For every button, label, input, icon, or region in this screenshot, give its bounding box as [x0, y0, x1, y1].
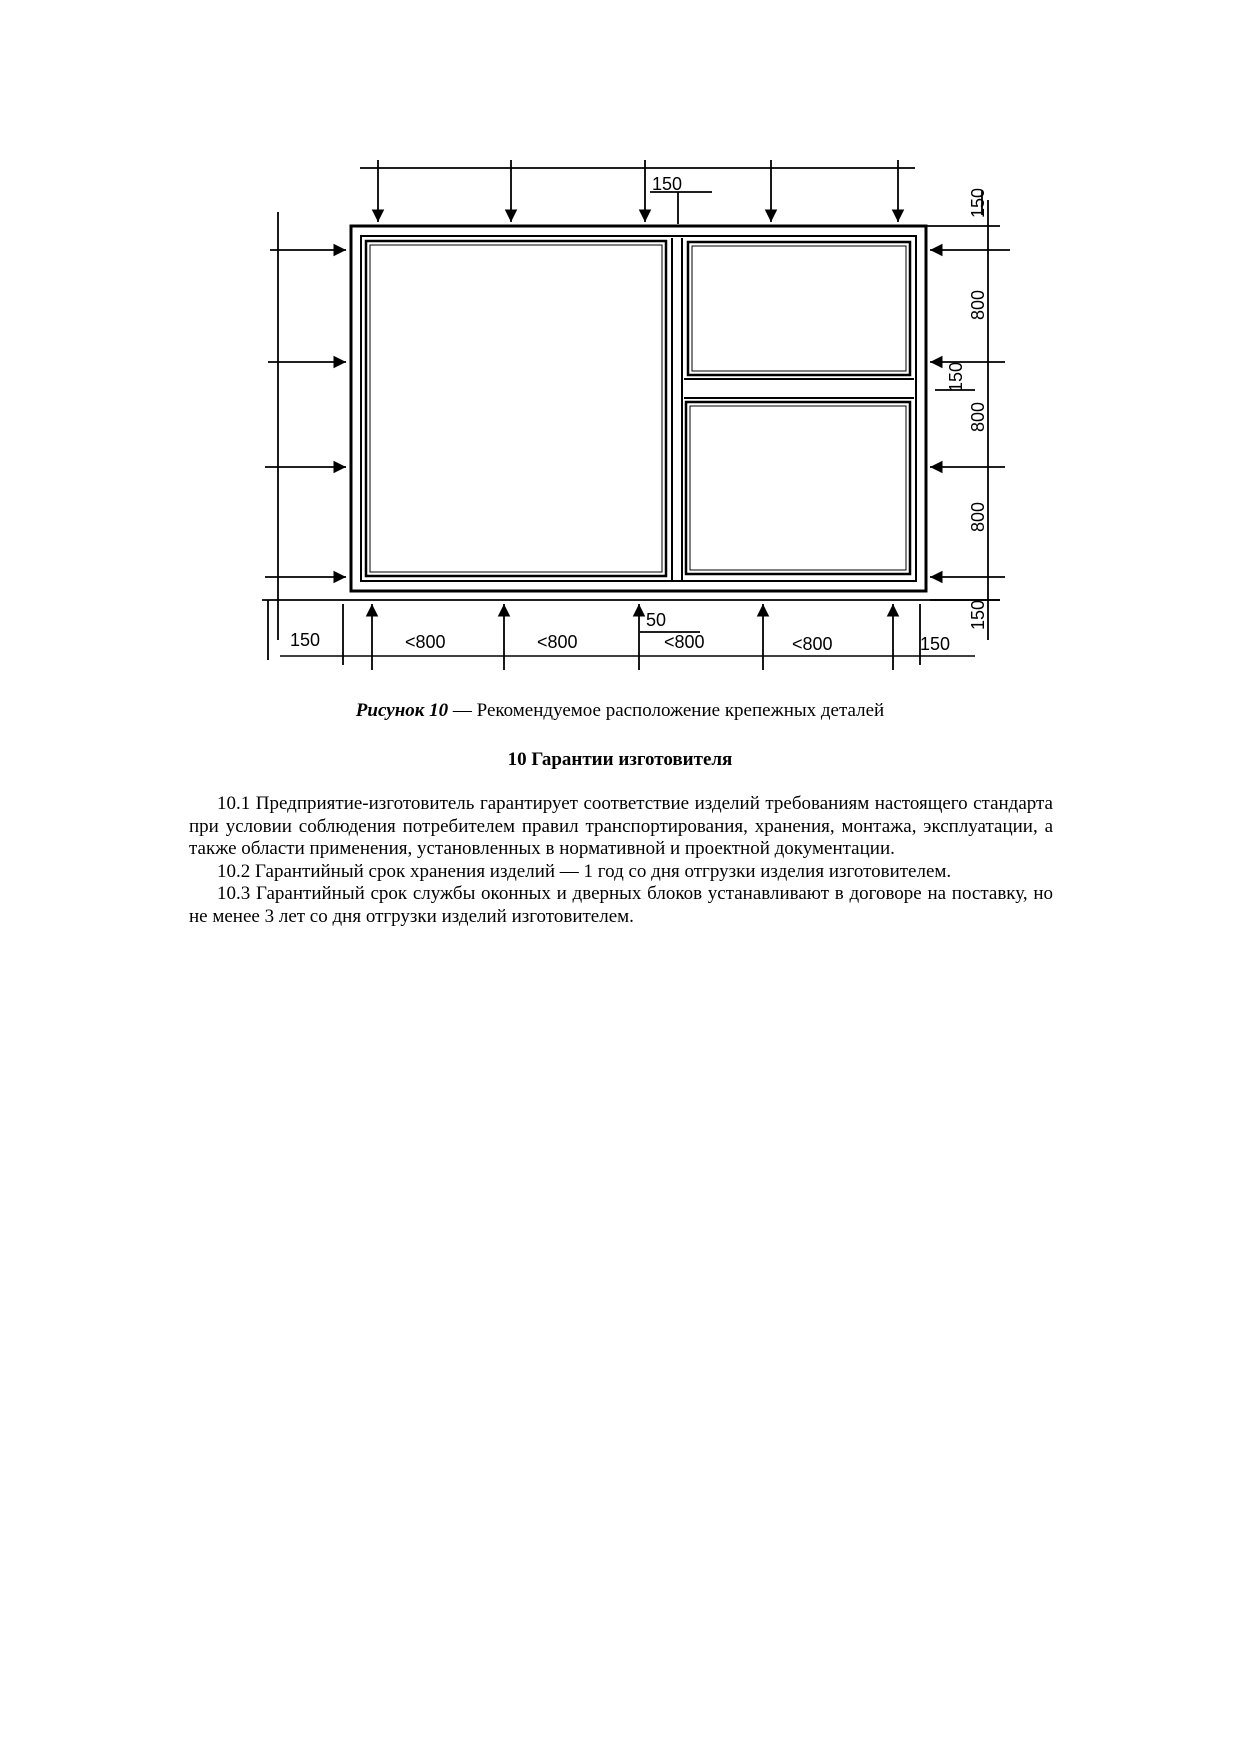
dim-bottom-left: 150 [290, 630, 321, 650]
section-title: 10 Гарантии изготовителя [507, 749, 733, 770]
dim-bottom-right: 150 [920, 634, 951, 654]
paragraph-10-3: 10.3 Гарантийный срок службы оконных и дверных блоков устанавливают в договоре на поставку, но не менее 3 лет со дня отгрузки изделий изготовителем. [189, 883, 1053, 927]
dim-right-upper: 800 [968, 289, 988, 320]
fastener-layout-drawing [0, 0, 1240, 690]
dim-bottom-mullion: 50 [646, 610, 667, 630]
top-fasteners [360, 160, 915, 224]
dim-right-middle: 800 [968, 401, 988, 432]
left-fasteners [265, 212, 346, 660]
dim-bottom-span-3: <800 [664, 632, 705, 652]
dim-top-right: 150 [968, 187, 988, 218]
dim-bottom-span-4: <800 [792, 634, 833, 654]
figure-caption [0, 699, 1240, 723]
dim-right-lower: 800 [968, 501, 988, 532]
figure-caption-number: Рисунок 10 [355, 700, 449, 721]
dim-top-spacing: 150 [652, 174, 683, 194]
bottom-fasteners [262, 600, 1000, 670]
window-frame [351, 226, 926, 591]
dim-bottom-right-vertical: 150 [968, 599, 988, 630]
dim-bottom-span-2: <800 [537, 632, 578, 652]
section-body [189, 793, 1053, 928]
figure-caption-text: — Рекомендуемое расположение крепежных деталей [448, 700, 885, 721]
dim-right-middle-gap: 150 [946, 361, 966, 392]
dim-bottom-span-1: <800 [405, 632, 446, 652]
paragraph-10-1: 10.1 Предприятие-изготовитель гарантирует соответствие изделий требованиям настоящего стандарта при условии соблюдения потребителем правил транспортирования, хранения, монтажа, эксплуатации, а также области применения, установленных в нормативной и проектной документации. [189, 793, 1053, 859]
paragraph-10-2: 10.2 Гарантийный срок хранения изделий — 1 год со дня отгрузки изделия изготовителем. [217, 860, 952, 882]
